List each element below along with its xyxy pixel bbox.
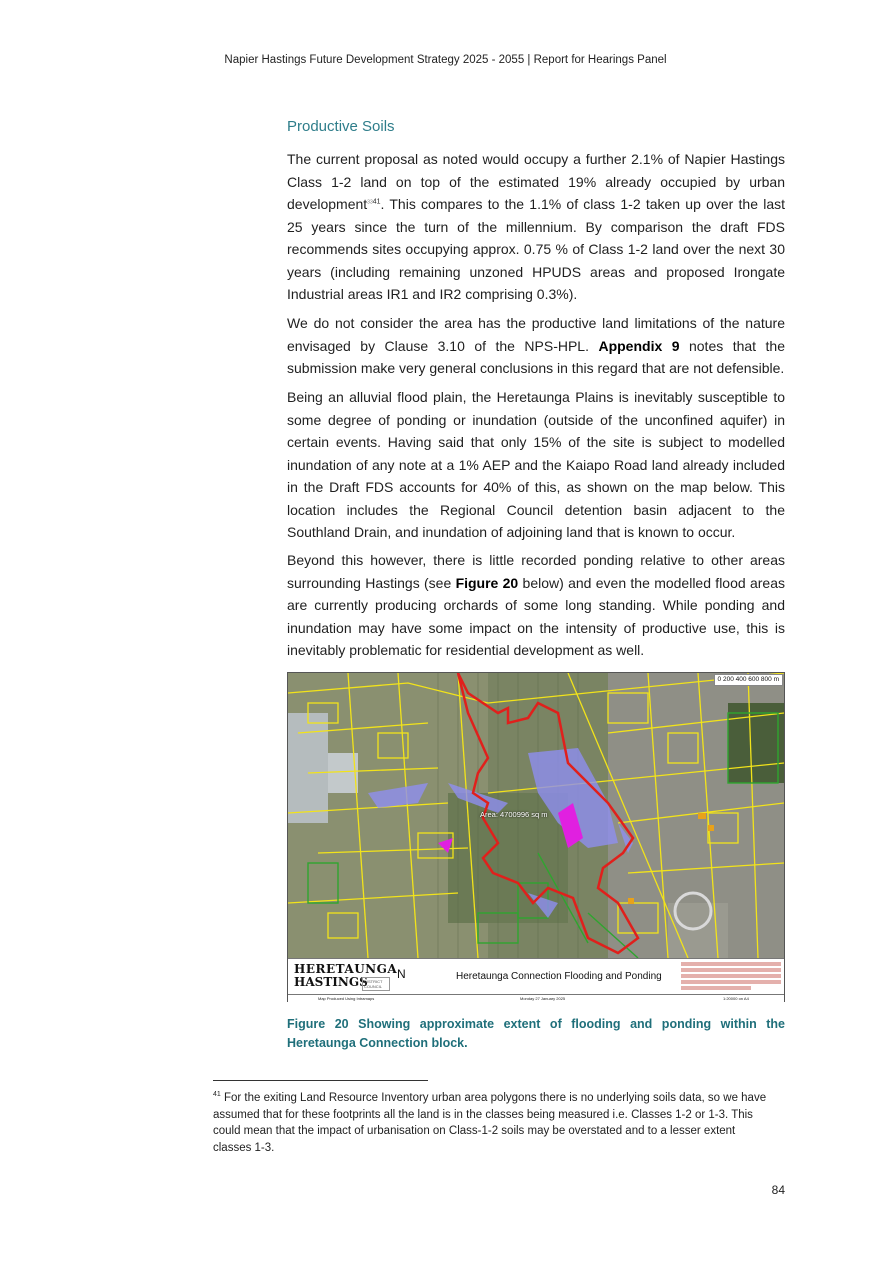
council-logo-line2: HASTINGS <box>294 975 368 989</box>
page-header: Napier Hastings Future Development Strategy 2025 - 2055 | Report for Hearings Panel <box>224 54 667 66</box>
footnote-text: For the exiting Land Resource Inventory urban area polygons there is no underlying soils data, so we have assumed that for these footprints all the land is in the classes being measured i.e. Classes 1-2 or 1-3. This could mean that the impact of urbanisation on Class-1-2 soils may be overstated and to a lesser extent classes 1-3. <box>213 1092 767 1154</box>
map-title: Heretaunga Connection Flooding and Ponding <box>456 971 662 982</box>
north-arrow-icon: N <box>397 967 406 981</box>
footnote-divider <box>213 1080 428 1081</box>
paragraph-2 <box>287 312 785 380</box>
map-disclaimer-notes <box>681 962 781 990</box>
map-scale-bar: 0 200 400 600 800 m <box>714 674 783 686</box>
figure-20-link[interactable]: Figure 20 <box>455 574 519 591</box>
figure-caption: Figure 20 Showing approximate extent of flooding and ponding within the Heretaunga Connection block. <box>287 1017 785 1050</box>
paragraph-4-text-b: below) and even the modelled flood areas are currently producing orchards of some long standing. While ponding and inundation may have some impact on the intensity of productive use, this is inevitably problematic for residential development as well. <box>287 574 785 658</box>
map-legend-bar <box>288 958 784 995</box>
paragraph-1 <box>287 148 785 306</box>
area-measurement-label: Area: 4700996 sq m <box>480 810 548 819</box>
paragraph-4 <box>287 549 785 662</box>
flood-map-figure <box>287 672 785 1002</box>
map-footer-date: Monday 27 January 2025 <box>520 996 566 1001</box>
footnote-41 <box>213 1090 773 1156</box>
paragraph-2-text-a: We do not consider the area has the productive land limitations of the nature envisaged by Clause 3.10 of the NPS-HPL. <box>287 315 785 354</box>
map-footer-scale: 1:20000 on A4 <box>723 996 749 1001</box>
paragraph-1-text-b: . This compares to the 1.1% of class 1-2 taken up over the last 25 years since the turn of the millennium. By comparison the draft FDS recommends sites occupying approx. 0.75 % of Class 1-2 land over the next 30 years (including remaining unzoned HPUDS areas and proposed Irongate Industrial areas IR1 and IR2 comprising 0.3%). <box>287 196 785 302</box>
council-logo-line1: HERETAUNGA <box>294 962 398 976</box>
appendix-9-link[interactable]: Appendix 9 <box>598 337 680 354</box>
paragraph-2-text-b: notes that the submission make very general conclusions in this regard that are not defensible. <box>287 337 785 376</box>
paragraph-4-text-a: Beyond this however, there is little recorded ponding relative to other areas surrounding Hastings (see <box>287 552 785 591</box>
section-heading: Productive Soils <box>287 118 395 135</box>
map-footer-producer: Map Produced Using Intramaps <box>318 996 375 1001</box>
footnote-ref-41[interactable]: 41 <box>372 198 381 206</box>
map-footer-bar <box>288 994 784 1002</box>
footnote-marker: 41 <box>213 1091 221 1099</box>
paragraph-1-text-a: The current proposal as noted would occupy a further 2.1% of Napier Hastings Class 1-2 land on top of the estimated 19% already occupied by urban development <box>287 151 785 212</box>
page-number: 84 <box>771 1183 785 1197</box>
footnote-ref-33: 33 <box>367 199 373 206</box>
paragraph-3: Being an alluvial flood plain, the Heretaunga Plains is inevitably susceptible to some degree of ponding or inundation (outside of the unconfined aquifer) in certain events. Having said that only 15% of the site is subject to modelled inundation of any note at a 1% AEP and the Kaiapo Road land already included in the Draft FDS accounts for 40% of this, as shown on the map below. This location includes the Regional Council detention basin adjacent to the Southland Drain, and inundation of adjoining land that is known to occur. <box>287 389 785 540</box>
council-logo-sub: DISTRICT COUNCIL <box>362 977 390 991</box>
